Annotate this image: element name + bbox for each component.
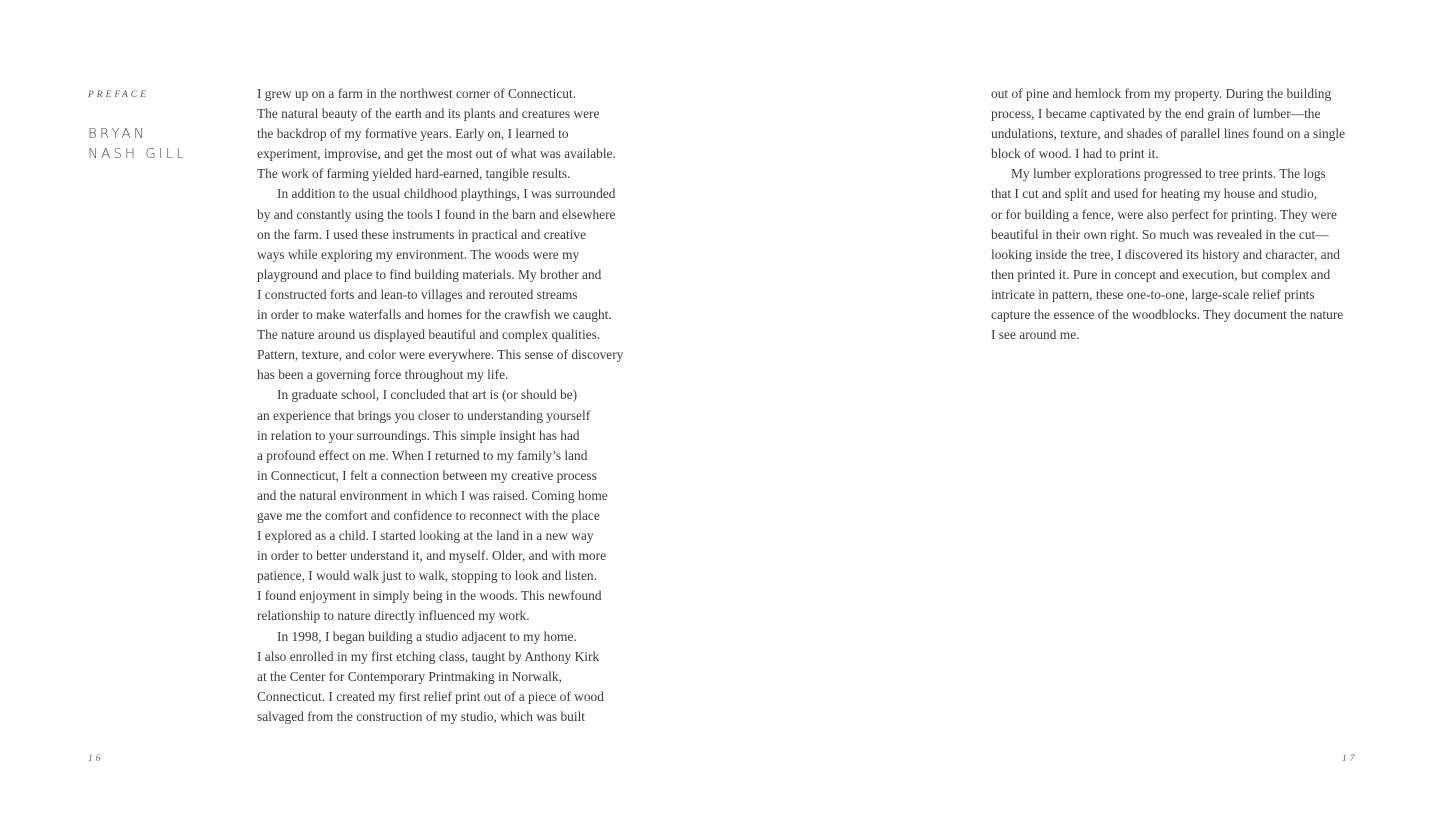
author-name (88, 124, 187, 164)
text-line: intricate in pattern, these one-to-one, large-scale relief prints (991, 286, 1315, 302)
text-line: looking inside the tree, I discovered its history and character, and (991, 246, 1340, 262)
text-line: beautiful in their own right. So much was revealed in the cut— (991, 226, 1329, 242)
text-line: I see around me. (991, 327, 1080, 343)
text-line: or for building a fence, were also perfect for printing. They were (991, 206, 1337, 222)
author-name-line: BRYAN (88, 126, 147, 142)
text-line: gave me the comfort and confidence to reconnect with the place (257, 507, 600, 523)
text-line: at the Center for Contemporary Printmaking in Norwalk, (257, 668, 562, 684)
text-line: experiment, improvise, and get the most out of what was available. (257, 146, 616, 162)
text-line: undulations, texture, and shades of parallel lines found on a single (991, 126, 1346, 142)
text-line: The work of farming yielded hard-earned, tangible results. (257, 166, 571, 182)
text-line: process, I became captivated by the end grain of lumber—the (991, 106, 1321, 122)
text-line: an experience that brings you closer to understanding yourself (257, 407, 591, 423)
text-line: the backdrop of my formative years. Early on, I learned to (257, 126, 569, 142)
text-line: In addition to the usual childhood playthings, I was surrounded (277, 186, 616, 202)
text-line: ways while exploring my environment. The woods were my (257, 246, 580, 262)
text-line: The nature around us displayed beautiful and complex qualities. (257, 327, 601, 343)
text-line: block of wood. I had to print it. (991, 146, 1159, 162)
page-number: 17 (1342, 754, 1358, 764)
text-line: I found enjoyment in simply being in the woods. This newfound (257, 588, 602, 604)
text-line: Connecticut. I created my first relief print out of a piece of wood (257, 688, 604, 704)
text-line: out of pine and hemlock from my property. During the building (991, 86, 1332, 101)
text-line: I also enrolled in my first etching class, taught by Anthony Kirk (257, 648, 600, 664)
text-line: on the farm. I used these instruments in practical and creative (257, 226, 587, 242)
left-body-text (257, 84, 637, 727)
text-line: The natural beauty of the earth and its plants and creatures were (257, 106, 600, 122)
section-label: PREFACE (88, 90, 149, 100)
text-line: playground and place to find building materials. My brother and (257, 266, 602, 282)
text-line: salvaged from the construction of my studio, which was built (257, 708, 586, 724)
text-line: in order to make waterfalls and homes for the crawfish we caught. (257, 307, 612, 323)
text-line: I grew up on a farm in the northwest corner of Connecticut. (257, 86, 577, 101)
text-line: that I cut and split and used for heating my house and studio, (991, 186, 1318, 202)
right-body-text (991, 84, 1371, 345)
text-line: and the natural environment in which I was raised. Coming home (257, 487, 608, 503)
text-line: In graduate school, I concluded that art is (or should be) (277, 387, 578, 403)
text-line: capture the essence of the woodblocks. They document the nature (991, 307, 1344, 323)
text-line: I explored as a child. I started looking at the land in a new way (257, 528, 594, 544)
text-line: has been a governing force throughout my life. (257, 367, 509, 383)
author-name-line: NASH GILL (88, 146, 187, 162)
text-line: by and constantly using the tools I found in the barn and elsewhere (257, 206, 616, 222)
text-line: in relation to your surroundings. This simple insight has had (257, 427, 580, 443)
text-line: patience, I would walk just to walk, stopping to look and listen. (257, 568, 597, 584)
text-line: in order to better understand it, and myself. Older, and with more (257, 548, 607, 564)
page-number: 16 (88, 754, 104, 764)
text-line: My lumber explorations progressed to tree prints. The logs (1011, 166, 1326, 182)
text-line: In 1998, I began building a studio adjacent to my home. (277, 628, 577, 644)
text-line: a profound effect on me. When I returned to my family’s land (257, 447, 588, 463)
text-line: relationship to nature directly influenced my work. (257, 608, 530, 624)
text-line: in Connecticut, I felt a connection between my creative process (257, 467, 597, 483)
text-line: I constructed forts and lean-to villages and rerouted streams (257, 286, 578, 302)
text-line: then printed it. Pure in concept and execution, but complex and (991, 266, 1331, 282)
text-line: Pattern, texture, and color were everywhere. This sense of discovery (257, 347, 624, 363)
